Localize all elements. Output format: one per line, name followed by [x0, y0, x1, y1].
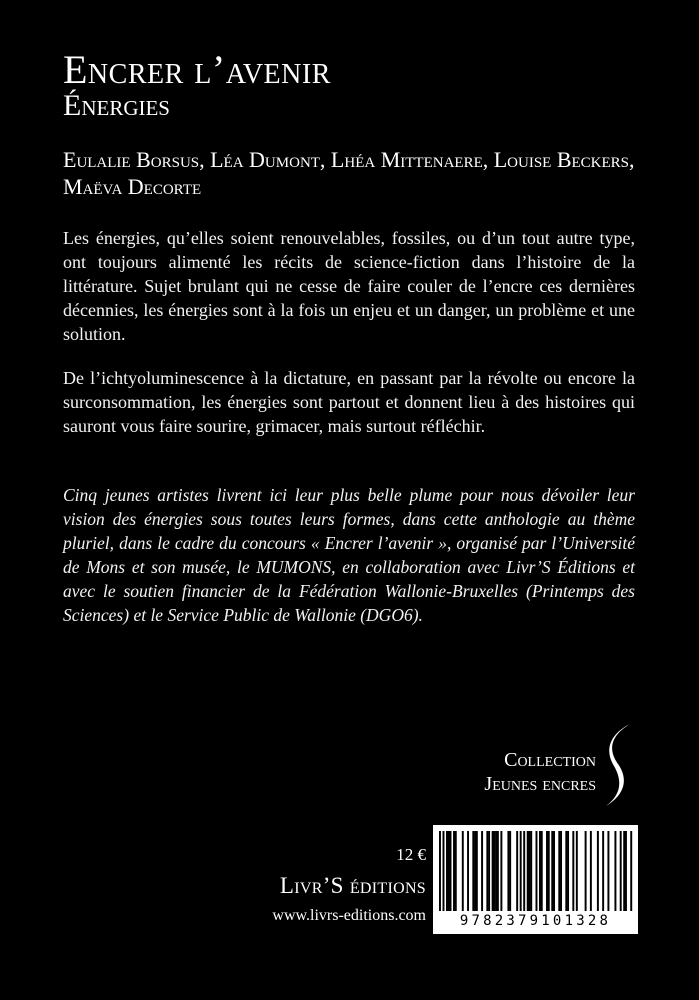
barcode-bar — [590, 831, 592, 911]
book-subtitle: Énergies — [63, 89, 170, 122]
barcode-bar — [548, 831, 550, 911]
barcode-bar — [492, 831, 494, 911]
publisher-name: Livr’S éditions — [279, 873, 426, 898]
barcode-bar — [486, 831, 488, 911]
barcode-bar — [516, 831, 518, 911]
isbn-digits: 9782379101328 — [459, 913, 612, 929]
publisher-website: www.livrs-editions.com — [272, 907, 426, 924]
barcode-bar — [560, 831, 562, 911]
barcode-bars — [433, 825, 638, 915]
blurb-paragraph-2: De l’ichtyoluminescence à la dictature, en passant par la révolte ou encore la surconsommation, les énergies sont partout et donnent lieu à des histoires qui sauront vous faire sourire, grimacer, mais surtout réfléchir. — [63, 368, 635, 436]
blurb-paragraph-3: Cinq jeunes artistes livrent ici leur plus belle plume pour nous dévoiler leur vision des énergies sous toutes leurs formes, dans cette anthologie au thème pluriel, dans le cadre du concours « Encrer l’avenir », organisé par l’Université de Mons et son musée, le MUMONS, en collaboration avec Livr’S Éditions et avec le soutien financier de la Fédération Wallonie-Bruxelles (Printemps des Sciences) et le Service Public de Wallonie (DGO6). — [63, 485, 635, 625]
barcode-bar — [530, 831, 532, 911]
barcode-bar — [509, 831, 511, 911]
barcode-bar — [541, 831, 543, 911]
barcode-bar — [523, 831, 525, 911]
barcode-bar — [446, 831, 448, 911]
barcode-bar — [500, 831, 502, 911]
isbn-barcode — [433, 825, 638, 934]
barcode-bar — [551, 831, 553, 911]
barcode-bar — [572, 831, 574, 911]
barcode-bar — [546, 831, 548, 911]
barcode-bar — [527, 831, 529, 911]
barcode-bar — [448, 831, 450, 911]
collection-line-2: Jeunes encres — [484, 773, 596, 795]
barcode-bar — [539, 831, 541, 911]
barcode-bar — [493, 831, 495, 911]
barcode-bar — [439, 831, 441, 911]
barcode-bar — [443, 831, 445, 911]
barcode-bar — [453, 831, 455, 911]
barcode-bar — [455, 831, 457, 911]
s-swash-icon — [600, 720, 640, 810]
book-title: Encrer l’avenir — [63, 47, 331, 92]
barcode-bar — [497, 831, 499, 911]
barcode-bar — [553, 831, 555, 911]
barcode-bar — [467, 831, 469, 911]
barcode-bar — [520, 831, 522, 911]
barcode-bar — [602, 831, 604, 911]
barcode-bar — [625, 831, 627, 911]
barcode-bar — [450, 831, 452, 911]
barcode-bar — [528, 831, 530, 911]
barcode-bar — [536, 831, 538, 911]
barcode-bar — [576, 831, 578, 911]
barcode-bar — [507, 831, 509, 911]
barcode-bar — [607, 831, 609, 911]
barcode-bar — [472, 831, 474, 911]
barcode-bar — [481, 831, 483, 911]
barcode-bar — [558, 831, 560, 911]
collection-line-1: Collection — [504, 749, 596, 771]
barcode-bar — [567, 831, 569, 911]
barcode-bar — [462, 831, 464, 911]
barcode-bar — [488, 831, 490, 911]
barcode-bar — [476, 831, 478, 911]
price-label: 12 € — [396, 845, 426, 864]
barcode-bar — [630, 831, 632, 911]
barcode-bar — [495, 831, 497, 911]
barcode-bar — [623, 831, 625, 911]
barcode-bar — [565, 831, 567, 911]
blurb-paragraph-1: Les énergies, qu’elles soient renouvelables, fossiles, ou d’un tout autre type, ont toujours alimenté les récits de science-fiction dans l’histoire de la littérature. Sujet brulant qui ne cesse de faire couler de l’encre ces dernières décennies, les énergies sont à la fois un enjeu et un danger, un problème et une solution. — [63, 228, 635, 344]
barcode-bar — [474, 831, 476, 911]
barcode-bar — [620, 831, 622, 911]
barcode-bar — [597, 831, 599, 911]
barcode-bar — [614, 831, 616, 911]
barcode-bar — [585, 831, 587, 911]
collection-label — [484, 748, 596, 796]
authors-list: Eulalie Borsus, Léa Dumont, Lhéa Mittenaere, Louise Beckers, Maëva Decorte — [63, 147, 635, 199]
